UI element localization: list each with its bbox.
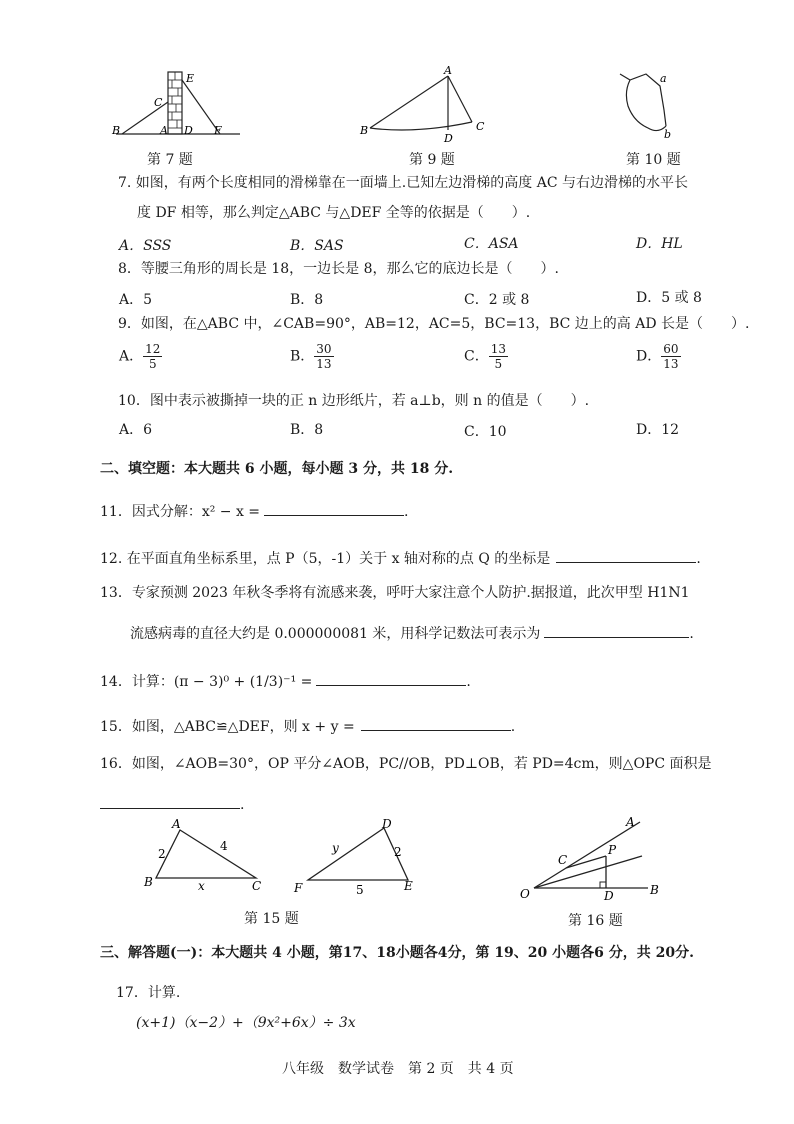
figure-9 bbox=[356, 64, 496, 144]
q8-option-c: C．2 或 8 bbox=[464, 292, 530, 308]
q13-end: . bbox=[689, 626, 694, 642]
figure-15 bbox=[138, 816, 428, 900]
q9-option-b-num: 30 bbox=[316, 342, 332, 356]
q14 bbox=[100, 670, 471, 693]
q9-option-b bbox=[290, 342, 334, 371]
fig16-label-d: D bbox=[604, 889, 614, 903]
q12-end: . bbox=[696, 551, 701, 567]
q9-option-a-den: 5 bbox=[148, 357, 157, 371]
q7-option-b: B．SAS bbox=[290, 238, 344, 254]
figure-10 bbox=[608, 66, 698, 144]
q14-end: . bbox=[466, 674, 471, 690]
q7-line1: 7. 如图，有两个长度相同的滑梯靠在一面墙上.已知左边滑梯的高度 AC 与右边滑梯的水平长 bbox=[118, 175, 688, 191]
figure-16 bbox=[516, 812, 676, 904]
fig7-label-c: C bbox=[154, 96, 163, 109]
fig7-label-e: E bbox=[186, 72, 195, 85]
q9-option-d-label: D． bbox=[636, 348, 662, 365]
q13-line2: 流感病毒的直径大约是 0.000000081 米，用科学记数法可表示为 bbox=[130, 626, 541, 642]
q8-option-d: D．5 或 8 bbox=[636, 290, 702, 306]
fig9-label-a: A bbox=[444, 64, 452, 77]
fig10-label-b: b bbox=[664, 128, 672, 141]
q15-answer-blank[interactable] bbox=[361, 715, 511, 731]
q9-option-c-den: 5 bbox=[494, 357, 503, 371]
q17-expression: (x+1)（x−2）+（9x²+6x）÷ 3x bbox=[136, 1015, 356, 1031]
q12 bbox=[100, 547, 701, 570]
fig15-side-fe: 5 bbox=[356, 883, 364, 897]
q12-answer-blank[interactable] bbox=[556, 547, 696, 563]
q8-option-b: B．8 bbox=[290, 292, 324, 308]
fig7-caption: 第 7 题 bbox=[147, 152, 193, 168]
fig16-caption: 第 16 题 bbox=[568, 913, 623, 929]
q8-text: 8．等腰三角形的周长是 18，一边长是 8，那么它的底边长是（ ）. bbox=[118, 261, 559, 277]
q10-option-c: C．10 bbox=[464, 424, 507, 440]
q9-option-c-label: C． bbox=[464, 348, 489, 365]
fig9-label-d: D bbox=[444, 132, 453, 144]
fig7-label-f: F bbox=[214, 124, 222, 137]
q11-answer-blank[interactable] bbox=[264, 500, 404, 516]
q10-option-a: A．6 bbox=[119, 422, 153, 438]
q12-text: 12. 在平面直角坐标系里，点 P（5，-1）关于 x 轴对称的点 Q 的坐标是 bbox=[100, 551, 551, 567]
fig15-side-df: y bbox=[332, 841, 339, 855]
fig7-label-b: B bbox=[112, 124, 121, 137]
q9-option-b-den: 13 bbox=[316, 357, 332, 371]
q10-text: 10．图中表示被撕掉一块的正 n 边形纸片，若 a⊥b，则 n 的值是（ ）. bbox=[118, 393, 590, 409]
q13-line2-wrap bbox=[130, 622, 694, 645]
fig7-label-d: D bbox=[184, 124, 193, 137]
q17-title: 17．计算. bbox=[116, 985, 181, 1001]
fig16-label-c: C bbox=[558, 853, 568, 867]
fig16-label-o: O bbox=[520, 887, 530, 901]
q14-answer-blank[interactable] bbox=[316, 670, 466, 686]
fig15-side-bc: x bbox=[198, 879, 205, 893]
q10-option-d: D．12 bbox=[636, 422, 680, 438]
fig15-label-e: E bbox=[404, 879, 413, 893]
q15-end: . bbox=[510, 719, 516, 735]
q16-line2 bbox=[100, 793, 244, 816]
section-3-title: 三、解答题(一)：本大题共 4 小题，第17、18小题各4分，第 19、20 小题各6 分，共 20分. bbox=[100, 945, 695, 961]
q9-option-c bbox=[464, 342, 508, 371]
q11-end: . bbox=[404, 504, 409, 520]
q13-line1: 13．专家预测 2023 年秋冬季将有流感来袭，呼吁大家注意个人防护.据报道，此次甲型 H1N1 bbox=[100, 585, 690, 601]
q8-option-a: A．5 bbox=[119, 292, 153, 308]
fig10-caption: 第 10 题 bbox=[626, 152, 681, 168]
fig15-label-a: A bbox=[172, 817, 181, 831]
q9-option-a-num: 12 bbox=[145, 342, 161, 356]
q7-option-c: C．ASA bbox=[464, 236, 519, 252]
fig9-label-b: B bbox=[360, 124, 369, 137]
q15 bbox=[100, 715, 515, 738]
q9-option-d-num: 60 bbox=[663, 342, 679, 356]
fig9-label-c: C bbox=[476, 120, 485, 133]
q13-answer-blank[interactable] bbox=[544, 622, 689, 638]
fig16-label-p: P bbox=[608, 843, 617, 857]
q16-line1: 16．如图，∠AOB=30°，OP 平分∠AOB，PC//OB，PD⊥OB，若 PD=4cm，则△OPC 面积是 bbox=[100, 756, 712, 772]
q16-answer-blank[interactable] bbox=[100, 793, 240, 809]
section-2-title: 二、填空题：本大题共 6 小题，每小题 3 分，共 18 分. bbox=[100, 461, 454, 477]
q7-line2: 度 DF 相等，那么判定△ABC 与△DEF 全等的依据是（ ）. bbox=[137, 205, 531, 221]
fig15-side-de: 2 bbox=[394, 845, 402, 859]
q16-end: . bbox=[240, 797, 245, 813]
q9-option-b-label: B． bbox=[290, 348, 315, 365]
q9-option-a-label: A． bbox=[119, 348, 144, 365]
q11-text: 11．因式分解：x² − x = bbox=[100, 504, 261, 520]
q14-text: 14．计算：(π − 3)⁰ + (1/3)⁻¹ = bbox=[100, 674, 313, 690]
fig15-side-ac: 4 bbox=[220, 839, 228, 853]
page-footer: 八年级 数学试卷 第 2 页 共 4 页 bbox=[282, 1061, 514, 1077]
q9-text: 9．如图，在△ABC 中，∠CAB=90°，AB=12，AC=5，BC=13，BC 边上的高 AD 长是（ ）. bbox=[118, 316, 750, 332]
fig16-label-a: A bbox=[626, 815, 635, 829]
fig15-label-c: C bbox=[252, 879, 262, 893]
fig15-side-ab: 2 bbox=[158, 847, 166, 861]
q10-option-b: B．8 bbox=[290, 422, 324, 438]
fig16-label-b: B bbox=[650, 883, 659, 897]
q11 bbox=[100, 500, 408, 523]
figure-7 bbox=[110, 66, 250, 144]
fig15-label-b: B bbox=[144, 875, 153, 889]
fig7-label-a: A bbox=[160, 124, 168, 137]
fig9-caption: 第 9 题 bbox=[409, 152, 455, 168]
q9-option-d bbox=[636, 342, 681, 371]
q7-option-d: D．HL bbox=[636, 236, 683, 252]
fig15-label-f: F bbox=[294, 881, 303, 895]
fig15-caption: 第 15 题 bbox=[244, 911, 299, 927]
fig15-label-d: D bbox=[382, 817, 392, 831]
q9-option-a bbox=[119, 342, 162, 371]
q9-option-d-den: 13 bbox=[663, 357, 679, 371]
q7-option-a: A．SSS bbox=[119, 238, 172, 254]
q15-text: 15．如图，△ABC≌△DEF，则 x + y = bbox=[100, 719, 355, 735]
q9-option-c-num: 13 bbox=[490, 342, 506, 356]
fig10-label-a: a bbox=[660, 72, 667, 85]
